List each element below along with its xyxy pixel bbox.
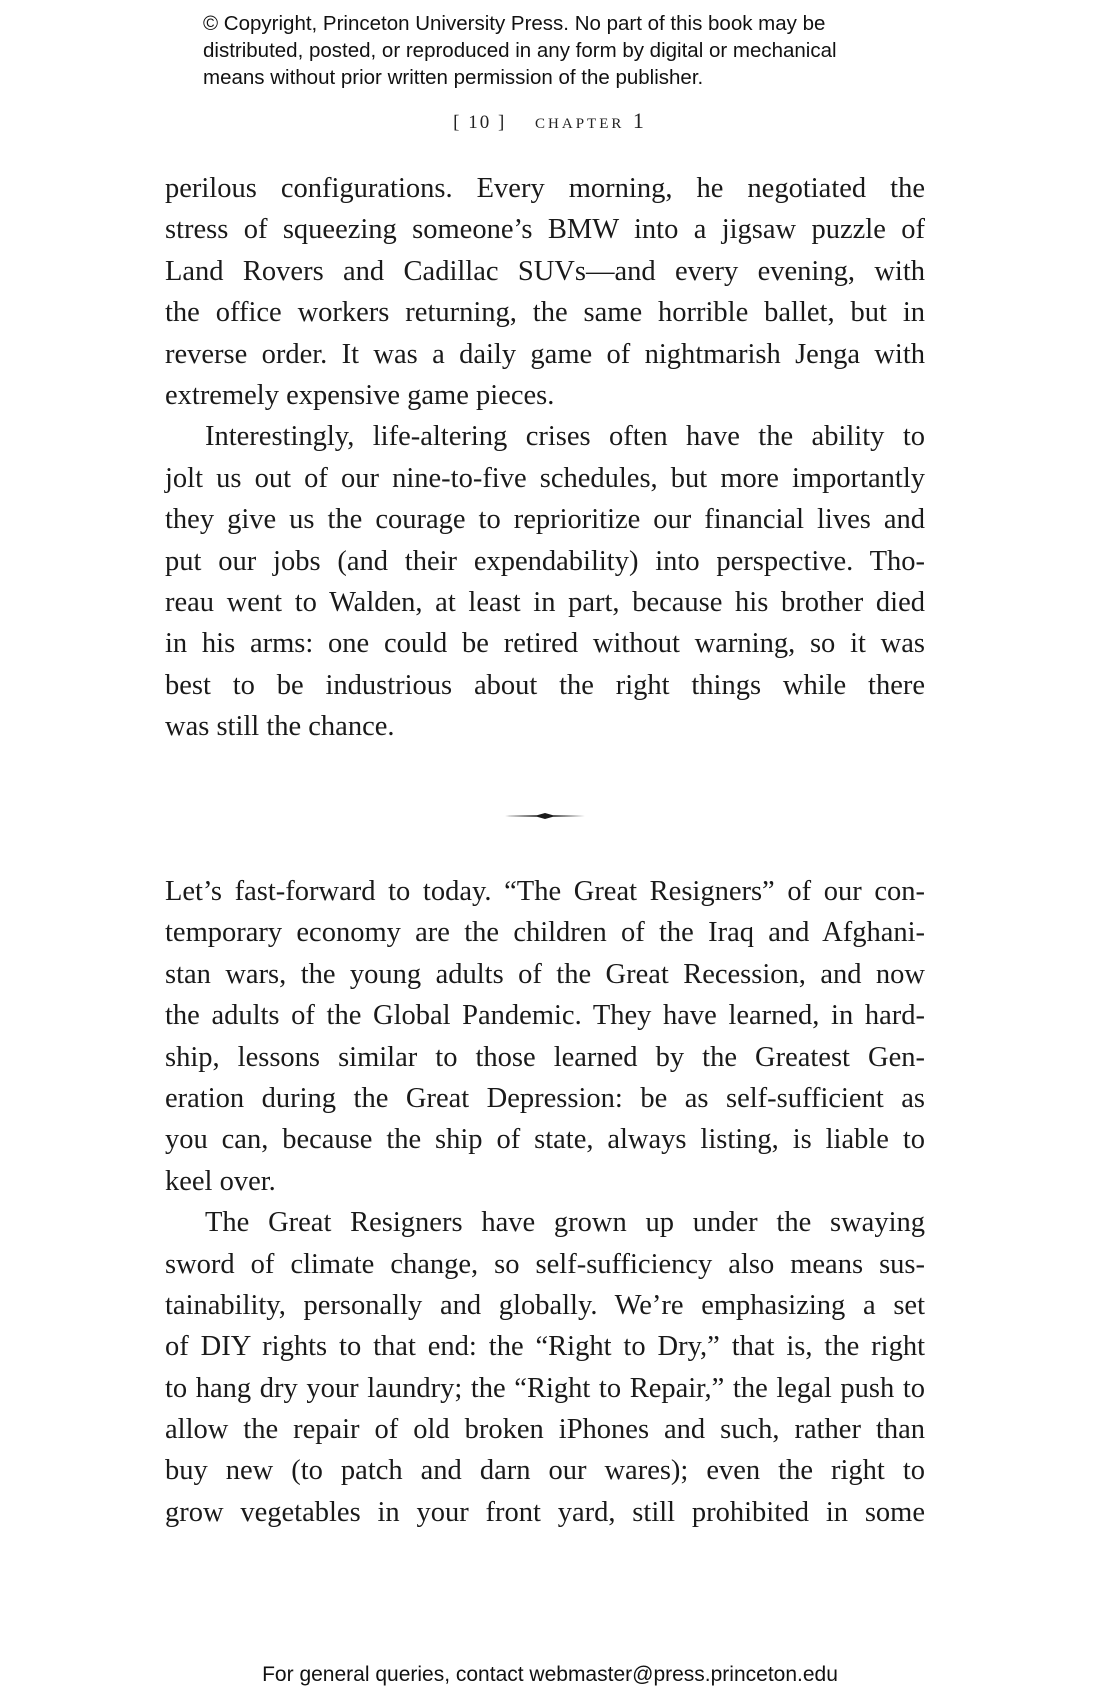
- text-line: Let’s fast-forward to today. “The Great Resigners” of our con-: [165, 876, 925, 907]
- chapter-title: chapter 1: [535, 108, 647, 133]
- text-line: Land Rovers and Cadillac SUVs—and every evening, with: [165, 255, 925, 287]
- copyright-notice: [203, 10, 923, 91]
- copyright-line: means without prior written permission of the publisher.: [203, 66, 704, 89]
- text-line: allow the repair of old broken iPhones and such, rather than: [165, 1414, 925, 1446]
- text-line: sword of climate change, so self-sufficiency also means sus-: [165, 1248, 925, 1280]
- text-line: jolt us out of our nine-to-five schedules, but more importantly: [165, 462, 925, 494]
- body-text-section-2: [165, 871, 925, 1533]
- text-line: ship, lessons similar to those learned by the Greatest Gen-: [165, 1041, 925, 1073]
- text-line: was still the chance.: [165, 711, 395, 743]
- text-line: stan wars, the young adults of the Great Recession, and now: [165, 958, 925, 990]
- section-break-ornament-icon: [505, 810, 585, 822]
- text-line: perilous configurations. Every morning, he negotiated the: [165, 173, 925, 204]
- text-line: the office workers returning, the same horrible ballet, but in: [165, 297, 925, 329]
- text-line: stress of squeezing someone’s BMW into a jigsaw puzzle of: [165, 214, 925, 246]
- copyright-line: distributed, posted, or reproduced in any form by digital or mechanical: [203, 39, 837, 62]
- text-line: eration during the Great Depression: be as self-sufficient as: [165, 1082, 925, 1114]
- text-line: The Great Resigners have grown up under the swaying: [205, 1207, 925, 1239]
- text-line: tainability, personally and globally. We’re emphasizing a set: [165, 1289, 925, 1321]
- text-line: Interestingly, life-altering crises often have the ability to: [205, 421, 925, 453]
- text-line: grow vegetables in your front yard, still prohibited in some: [165, 1496, 925, 1528]
- text-line: to hang dry your laundry; the “Right to Repair,” the legal push to: [165, 1372, 925, 1404]
- text-line: reau went to Walden, at least in part, because his brother died: [165, 586, 925, 618]
- text-line: you can, because the ship of state, always listing, is liable to: [165, 1124, 925, 1156]
- text-line: buy new (to patch and darn our wares); even the right to: [165, 1455, 925, 1487]
- text-line: keel over.: [165, 1165, 276, 1197]
- text-line: temporary economy are the children of the Iraq and Afghani-: [165, 917, 925, 949]
- text-line: best to be industrious about the right things while there: [165, 669, 925, 701]
- text-line: put our jobs (and their expendability) into perspective. Tho-: [165, 545, 925, 577]
- running-head: [0, 108, 1100, 134]
- body-text-section-1: [165, 168, 925, 747]
- text-line: they give us the courage to reprioritize our financial lives and: [165, 504, 925, 536]
- text-line: of DIY rights to that end: the “Right to Dry,” that is, the right: [165, 1331, 925, 1363]
- copyright-line: © Copyright, Princeton University Press. No part of this book may be: [203, 12, 826, 35]
- footer-contact: For general queries, contact webmaster@press.princeton.edu: [262, 1663, 838, 1686]
- text-line: extremely expensive game pieces.: [165, 379, 555, 411]
- text-line: reverse order. It was a daily game of nightmarish Jenga with: [165, 338, 925, 370]
- text-line: the adults of the Global Pandemic. They have learned, in hard-: [165, 1000, 925, 1032]
- page-number: [ 10 ]: [453, 112, 507, 133]
- text-line: in his arms: one could be retired without warning, so it was: [165, 628, 925, 660]
